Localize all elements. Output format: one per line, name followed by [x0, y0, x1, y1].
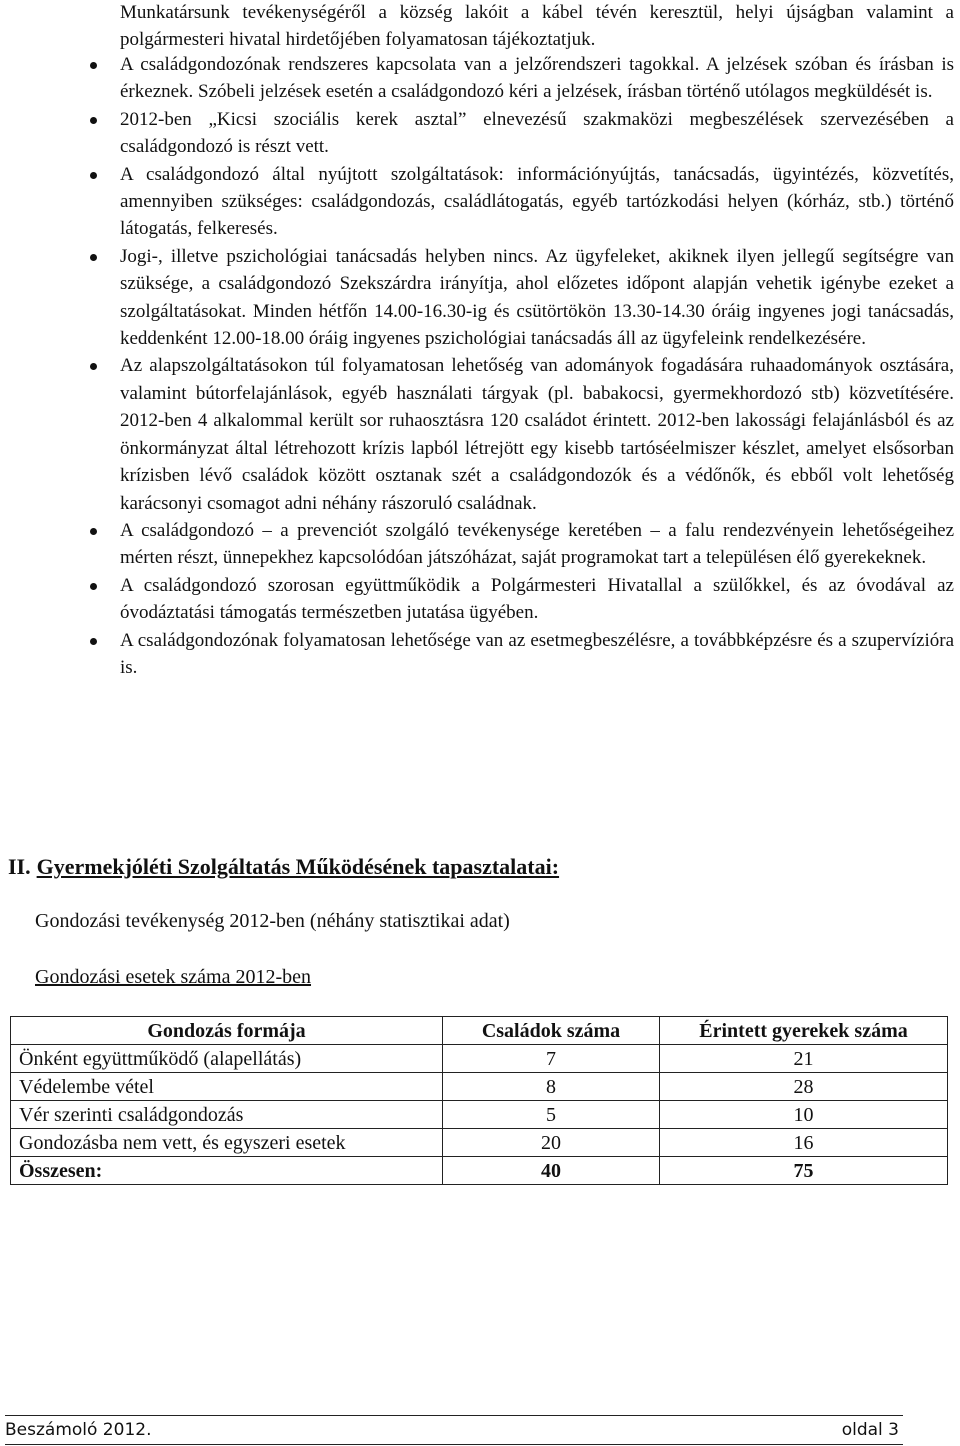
bullet-item — [120, 161, 954, 243]
bullet-icon — [90, 62, 97, 69]
bullet-item — [120, 243, 954, 353]
table-row — [11, 1045, 948, 1073]
intro-paragraph: Munkatársunk tevékenységéről a község lakóit a kábel tévén keresztül, helyi újságban valamint a polgármesteri hivatal hirdetőjében folyamatosan tájékoztatjuk. — [120, 2, 954, 51]
cell-care-type: Gondozásba nem vett, és egyszeri esetek — [11, 1129, 443, 1157]
section-title: Gyermekjóléti Szolgáltatás Működésének tapasztalatai: — [36, 854, 560, 879]
cell-care-type: Vér szerinti családgondozás — [11, 1101, 443, 1129]
statistics-table — [10, 1016, 948, 1185]
bullet-icon — [90, 528, 97, 535]
cell-care-type: Védelembe vétel — [11, 1073, 443, 1101]
cell-families: 20 — [443, 1129, 660, 1157]
total-children: 75 — [660, 1157, 948, 1185]
header-children: Érintett gyerekek száma — [660, 1017, 948, 1045]
bullet-item — [120, 627, 954, 682]
cell-children: 28 — [660, 1073, 948, 1101]
total-label: Összesen: — [11, 1157, 443, 1185]
header-families: Családok száma — [443, 1017, 660, 1045]
bullet-item — [120, 352, 954, 516]
cell-children: 21 — [660, 1045, 948, 1073]
bullet-icon — [90, 363, 97, 370]
bullet-list — [0, 51, 960, 681]
table-header-row — [11, 1017, 948, 1045]
header-care-type: Gondozás formája — [11, 1017, 443, 1045]
table-row — [11, 1129, 948, 1157]
bullet-text: A családgondozó által nyújtott szolgáltatások: információnyújtás, tanácsadás, ügyintézés, közvetítés, amennyiben szükséges: családgondozás, családlátogatás, egyéb tartózkodási helyen (kórház, stb.) történő látogatás, felkeresés. — [120, 163, 954, 240]
bullet-text: A családgondozó – a prevenciót szolgáló tevékenysége keretében – a falu rendezvényein lehetőségeihez mérten részt, ünnepekhez kapcsolódóan játszóházat, saját programokat tart a településen élő gyerekeknek. — [120, 519, 954, 569]
bullet-text: 2012-ben „Kicsi szociális kerek asztal” elnevezésű szakmaközi megbeszélések szervezésében a családgondozó is részt vett. — [120, 108, 954, 158]
bullet-icon — [90, 172, 97, 179]
bullet-text: Az alapszolgáltatásokon túl folyamatosan lehetőség van adományok fogadására ruhaadományok osztására, valamint bútorfelajánlások, egyéb használati tárgyak (pl. babakocsi, gyermekhordozó stb) közvetítésére. 2012-ben 4 alkalommal került sor ruhaosztásra 120 családot érintett. 2012-ben lakossági felajánlásból és az önkormányzat által létrehozott krízis lapból létrejött egy kisebb tartóséelmiszer készlet, amelyet elsősorban krízisben lévő családok között osztanak szét a családgondozók és a védőnők, és ebből volt lehetőség karácsonyi csomagot adni néhány rászoruló családnak. — [120, 355, 954, 514]
section-number: II. — [8, 854, 31, 879]
cell-families: 7 — [443, 1045, 660, 1073]
table-total-row — [11, 1157, 948, 1185]
bullet-icon — [90, 638, 97, 645]
cell-care-type: Önként együttműködő (alapellátás) — [11, 1045, 443, 1073]
bullet-icon — [90, 583, 97, 590]
footer-report-title: Beszámoló 2012. — [5, 1420, 152, 1440]
bullet-item — [120, 51, 954, 106]
section-heading — [8, 853, 559, 881]
bullet-item — [120, 517, 954, 572]
bullet-text: A családgondozónak rendszeres kapcsolata van a jelzőrendszeri tagokkal. A jelzések szóban és írásban is érkeznek. Szóbeli jelzések esetén a családgondozó kéri a jelzések, írásban történő utólagos megküldését is. — [120, 54, 954, 103]
cell-children: 16 — [660, 1129, 948, 1157]
bullet-icon — [90, 117, 97, 124]
bullet-icon — [90, 254, 97, 261]
table-row — [11, 1101, 948, 1129]
cell-families: 5 — [443, 1101, 660, 1129]
bullet-text: Jogi-, illetve pszichológiai tanácsadás helyben nincs. Az ügyfeleket, akiknek ilyen jellegű segítségre van szüksége, a családgondozó Szekszárdra irányítja, ahol előzetes időpont alapján vehetik igénybe ezeket a szolgáltatásokat. Minden hétfőn 14.00-16.30-ig és csütörtökön 13.30-14.30 óráig ingyenes jogi tanácsadás, keddenként 12.00-18.00 óráig ingyenes pszichológiai tanácsadás áll az ügyfeleink rendelkezésére. — [120, 245, 954, 350]
page-footer — [5, 1415, 903, 1445]
table-row — [11, 1073, 948, 1101]
table-title: Gondozási esetek száma 2012-ben — [35, 966, 312, 988]
bullet-item — [120, 572, 954, 627]
bullet-text: A családgondozónak folyamatosan lehetősége van az esetmegbeszélésre, a továbbképzésre és a szupervízióra is. — [120, 629, 954, 678]
subtitle: Gondozási tevékenység 2012-ben (néhány statisztikai adat) — [35, 910, 510, 932]
total-families: 40 — [443, 1157, 660, 1185]
cell-families: 8 — [443, 1073, 660, 1101]
bullet-text: A családgondozó szorosan együttműködik a Polgármesteri Hivatallal a szülőkkel, és az óvodával az óvodáztatási támogatás természetben jutatása ügyében. — [120, 574, 954, 624]
bullet-item — [120, 106, 954, 161]
cell-children: 10 — [660, 1101, 948, 1129]
footer-page-number: oldal 3 — [841, 1420, 899, 1440]
